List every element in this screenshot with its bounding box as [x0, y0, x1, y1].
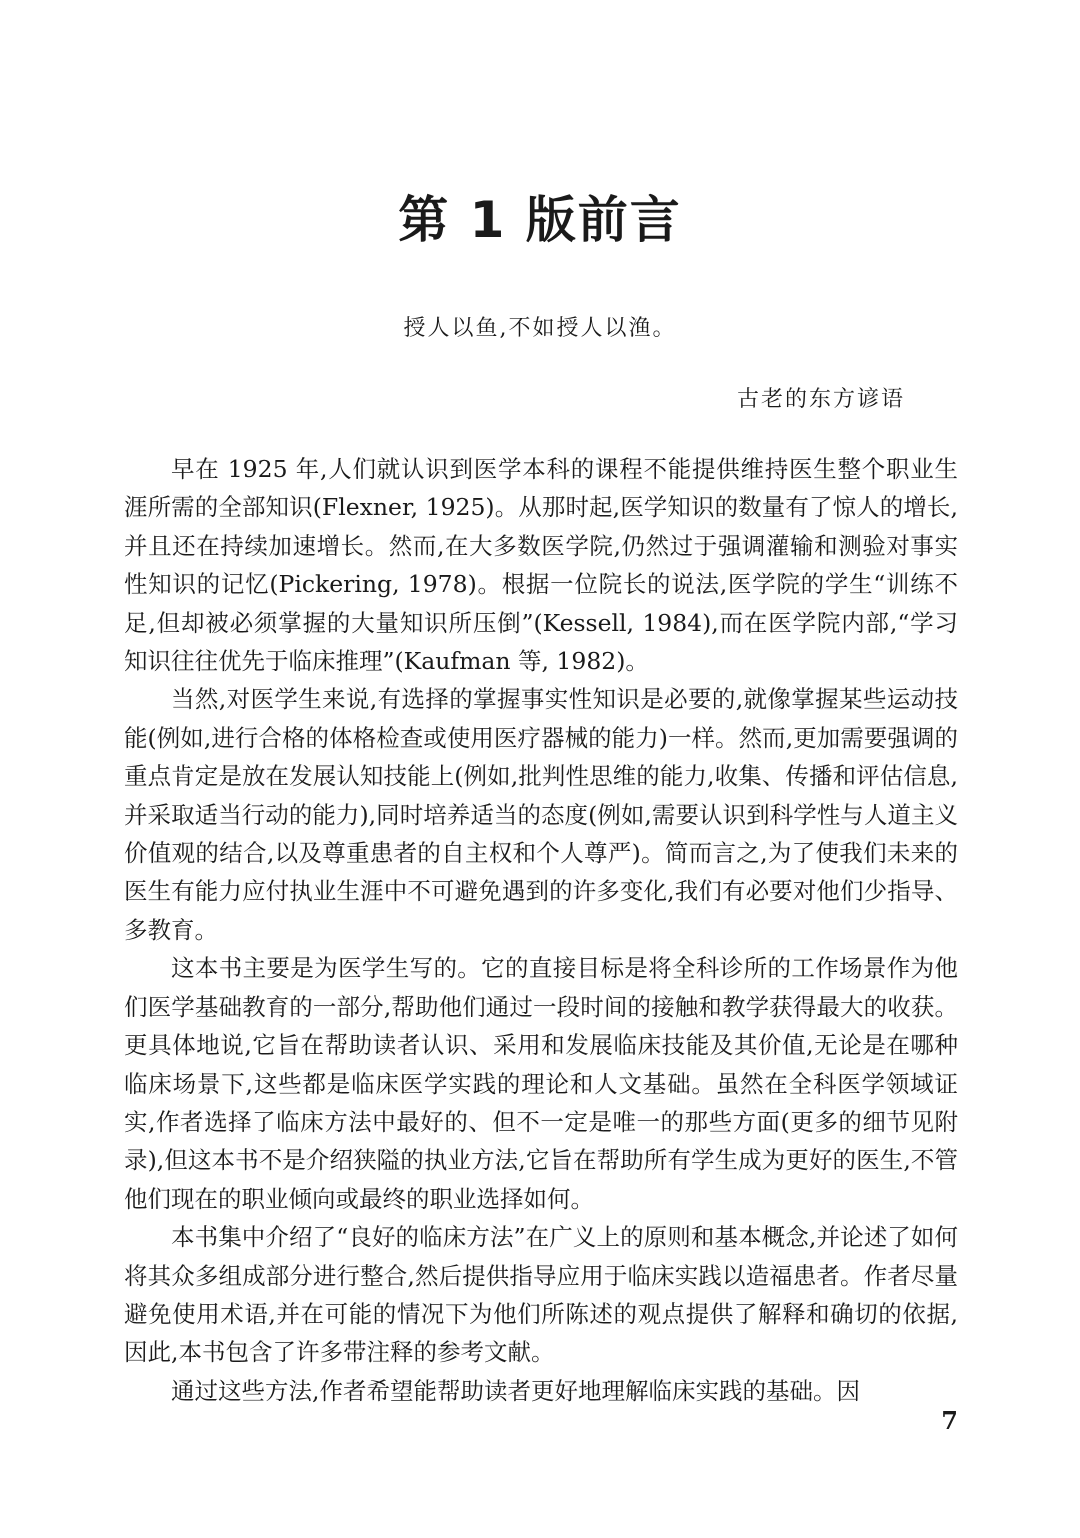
page-number: 7	[941, 1406, 958, 1435]
paragraph: 当然,对医学生来说,有选择的掌握事实性知识是必要的,就像掌握某些运动技能(例如,进行合格的体格检查或使用医疗器械的能力)一样。然而,更加需要强调的重点肯定是放在发展认知技能上(例如,批判性思维的能力,收集、传播和评估信息,并采取适当行动的能力),同时培养适当的态度(例如,需要认识到科学性与人道主义价值观的结合,以及尊重患者的自主权和个人尊严)。简而言之,为了使我们未来的医生有能力应付执业生涯中不可避免遇到的许多变化,我们有必要对他们少指导、多教育。	[124, 685, 958, 944]
body-text	[124, 450, 958, 1410]
epigraph: 授人以鱼,不如授人以渔。	[403, 316, 677, 341]
paragraph: 通过这些方法,作者希望能帮助读者更好地理解临床实践的基础。因	[171, 1376, 860, 1405]
paragraph: 早在 1925 年,人们就认识到医学本科的课程不能提供维持医生整个职业生涯所需的全部知识(Flexner, 1925)。从那时起,医学知识的数量有了惊人的增长,并且还在持续加速增长。然而,在大多数医学院,仍然过于强调灌输和测验对事实性知识的记忆(Pickering, 1978)。根据一位院长的说法,医学院的学生“训练不足,但却被必须掌握的大量知识所压倒”(Kessell, 1984),而在医学院内部,“学习知识往往优先于临床推理”(Kaufman 等, 1982)。	[124, 455, 958, 676]
paragraph: 这本书主要是为医学生写的。它的直接目标是将全科诊所的工作场景作为他们医学基础教育的一部分,帮助他们通过一段时间的接触和教学获得最大的收获。更具体地说,它旨在帮助读者认识、采用和发展临床技能及其价值,无论是在哪种临床场景下,这些都是临床医学实践的理论和人文基础。虽然在全科医学领域证实,作者选择了临床方法中最好的、但不一定是唯一的那些方面(更多的细节见附录),但这本书不是介绍狭隘的执业方法,它旨在帮助所有学生成为更好的医生,不管他们现在的职业倾向或最终的职业选择如何。	[124, 954, 958, 1213]
page-title: 第 1 版前言	[398, 191, 682, 249]
epigraph-attribution: 古老的东方谚语	[736, 387, 905, 412]
paragraph: 本书集中介绍了“良好的临床方法”在广义上的原则和基本概念,并论述了如何将其众多组成部分进行整合,然后提供指导应用于临床实践以造福患者。作者尽量避免使用术语,并在可能的情况下为他们所陈述的观点提供了解释和确切的依据,因此,本书包含了许多带注释的参考文献。	[124, 1223, 958, 1367]
